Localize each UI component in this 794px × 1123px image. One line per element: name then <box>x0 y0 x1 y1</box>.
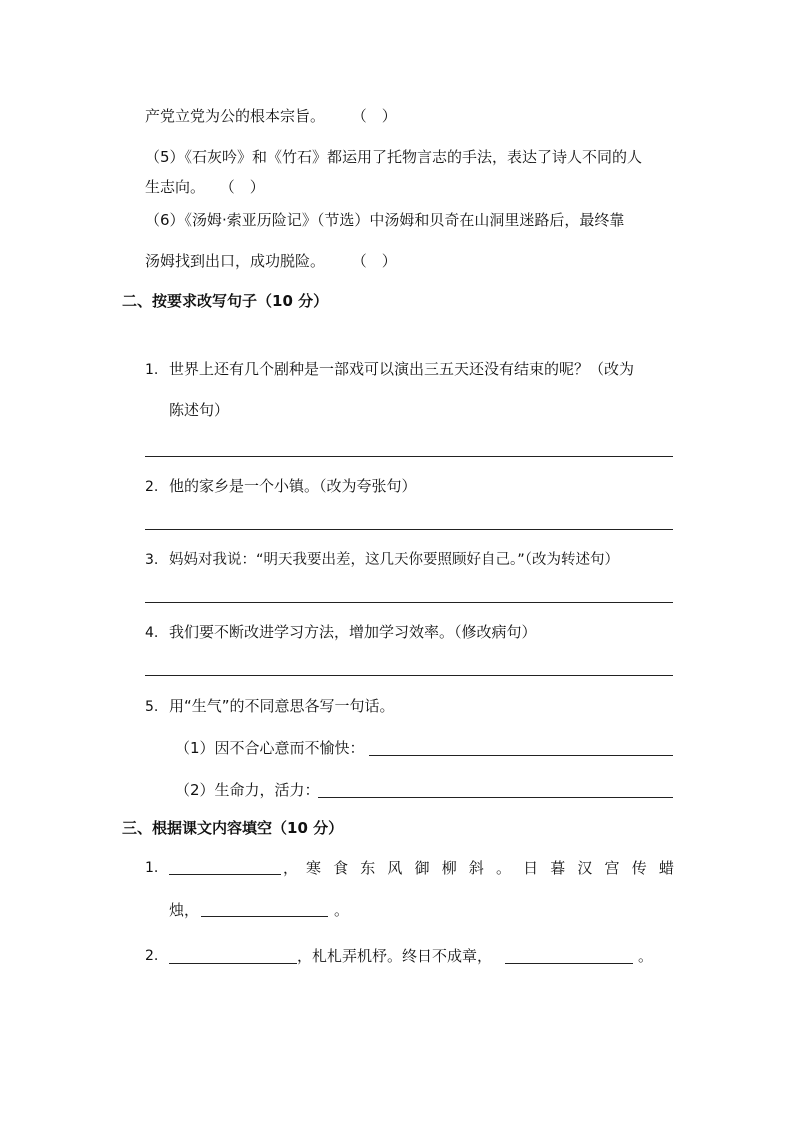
p2-q2-answer-line[interactable] <box>145 529 673 530</box>
p3-q1-verse-char: 暮 <box>550 859 566 877</box>
p2-q4-text: 我们要不断改进学习方法，增加学习效率。（修改病句） <box>169 623 537 641</box>
p2-q1-text: 世界上还有几个剧种是一部戏可以演出三五天还没有结束的呢？（改为 <box>169 360 635 378</box>
p3-q1-verse <box>306 858 674 878</box>
p2-q5-sub2-label: （2）生命力，活力： <box>175 781 320 799</box>
item6-answer-paren[interactable]: （ ） <box>351 252 397 270</box>
p3-q1-line2-text: 烛， <box>169 901 200 919</box>
p3-q1-verse-char: 传 <box>631 859 647 877</box>
item5-line2 <box>145 177 265 197</box>
p3-q1-verse-char: 柳 <box>441 859 457 877</box>
item4-continuation <box>145 106 397 126</box>
p3-q1-blank-2[interactable] <box>201 916 328 917</box>
p2-q3-number: 3. <box>145 552 159 568</box>
p2-q5-number: 5. <box>145 699 159 715</box>
p2-q4-number: 4. <box>145 625 159 641</box>
p2-q5-sub1 <box>175 738 365 758</box>
p3-q1-comma: ， <box>283 859 299 877</box>
item5-line1: （5）《石灰吟》和《竹石》都运用了托物言志的手法，表达了诗人不同的人 <box>145 148 643 166</box>
item5-answer-paren[interactable]: （ ） <box>219 178 265 196</box>
p2-q3-line <box>145 549 619 570</box>
p2-q5-sub2 <box>175 780 320 800</box>
p2-q3-answer-line[interactable] <box>145 602 673 603</box>
p3-q1-verse-char: 。 <box>495 859 511 877</box>
p2-q5-text: 用“生气”的不同意思各写一句话。 <box>169 697 395 715</box>
p3-q2-end: 。 <box>638 947 654 965</box>
p3-q1-verse-char: 蜡 <box>658 859 674 877</box>
p3-q1-verse-char: 斜 <box>468 859 484 877</box>
p3-q2-blank-1[interactable] <box>169 963 297 964</box>
item4-answer-paren[interactable]: （ ） <box>351 107 397 125</box>
p3-q1-verse-char: 日 <box>523 859 539 877</box>
p2-q2-line <box>145 476 417 497</box>
p3-q2-mid: ，札札弄机杼。终日不成章， <box>297 947 493 965</box>
p3-q1-verse-char: 御 <box>414 859 430 877</box>
section-3-heading: 三、根据课文内容填空（10 分） <box>122 819 344 837</box>
p3-q1-verse-char: 寒 <box>306 859 322 877</box>
p3-q1-verse-char: 食 <box>333 859 349 877</box>
p3-q1-verse-char: 汉 <box>577 859 593 877</box>
p3-q1-verse-char: 风 <box>387 859 403 877</box>
p2-q4-line <box>145 622 537 643</box>
p2-q3-text: 妈妈对我说：“明天我要出差，这几天你要照顾好自己。”（改为转述句） <box>169 552 620 568</box>
p2-q5-sub1-answer-line[interactable] <box>369 755 673 756</box>
item6-text: 汤姆找到出口，成功脱险。 <box>145 252 326 270</box>
p2-q1-line2: 陈述句） <box>169 401 230 419</box>
p2-q1-line1 <box>145 359 634 380</box>
p2-q2-text: 他的家乡是一个小镇。（改为夸张句） <box>169 477 417 495</box>
p2-q2-number: 2. <box>145 479 159 495</box>
item6-line2 <box>145 251 397 271</box>
p3-q1-line2 <box>169 900 199 920</box>
p2-q5-sub1-label: （1）因不合心意而不愉快： <box>175 739 365 757</box>
p3-q1-number: 1. <box>145 860 159 876</box>
p3-q1-verse-char: 东 <box>360 859 376 877</box>
p3-q1-verse-char: 宫 <box>604 859 620 877</box>
p2-q1-number: 1. <box>145 362 159 378</box>
item5-text: 生志向。 <box>145 178 206 196</box>
p3-q1-end: 。 <box>334 901 350 919</box>
p2-q5-sub2-answer-line[interactable] <box>318 797 673 798</box>
p3-q1-blank-1[interactable] <box>169 874 281 875</box>
p2-q5-line <box>145 696 395 717</box>
item6-line1: （6）《汤姆·索亚历险记》（节选）中汤姆和贝奇在山洞里迷路后，最终靠 <box>145 211 625 229</box>
item4-text: 产党立党为公的根本宗旨。 <box>145 107 326 125</box>
p3-q2-number: 2. <box>145 948 159 964</box>
p3-q2-blank-2[interactable] <box>505 963 633 964</box>
section-2-heading: 二、按要求改写句子（10 分） <box>122 292 329 310</box>
p2-q1-answer-line[interactable] <box>145 456 673 457</box>
p2-q4-answer-line[interactable] <box>145 675 673 676</box>
